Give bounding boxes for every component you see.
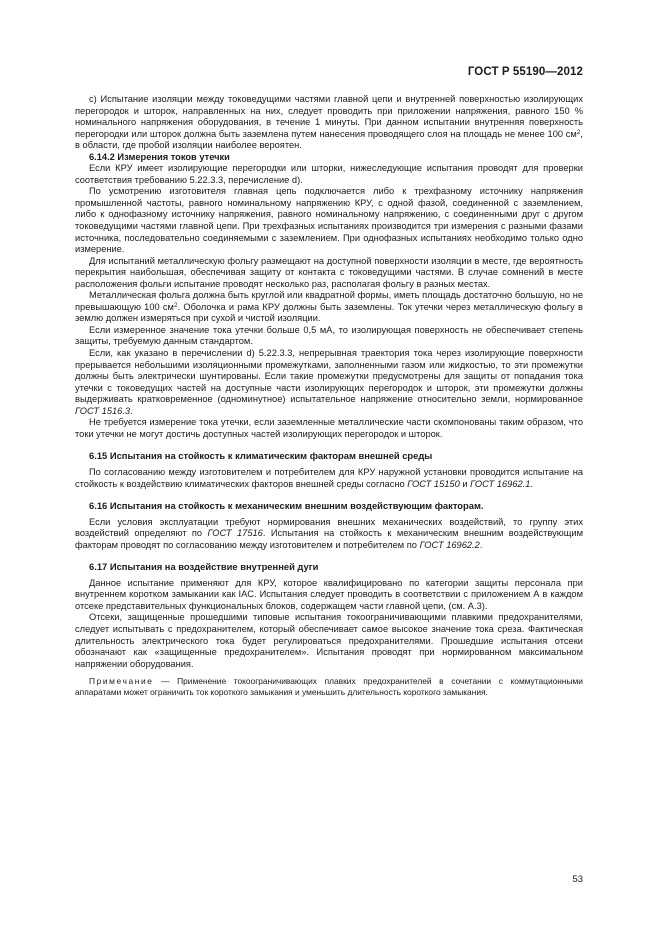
paragraph: Отсеки, защищенные прошедшими типовые испытания токоограничивающими плавкими предохранителями, следует испытывать с предохранителем, который обеспечивает самое высокое значение тока среза. Фактическая длительность электрического тока будет регулироваться предохранителями. Прошедшие испытания отсеки обозначают как «защищенные предохранителем». Испытания проводят при нормированном максимальном напряжении оборудования. xyxy=(75,612,583,669)
standard-reference: ГОСТ 16962.1 xyxy=(470,478,531,489)
paragraph: Для испытаний металлическую фольгу размещают на доступной поверхности изоляции в месте, где вероятность перекрытия наибольшая, обеспечивая защиту от контакта с токоведущими частями. В случае сомнений в месте расположения фольги испытание проводят несколько раз, располагая фольгу в разных местах. xyxy=(75,255,583,289)
paragraph: По усмотрению изготовителя главная цепь подключается либо к трехфазному источнику напряжения промышленной частоты, равного номинальному напряжению КРУ, с одной фазой, соединенной с заземлением, либо к однофазному источнику напряжения, равного номинальному напряжению, с соединенными друг с другом токоведущими частями главной цепи. При трехфазных испытаниях производится три измерения с разными фазами источника, последовательно соединяемыми с заземлением. При однофазных испытаниях необходимо только одно измерение. xyxy=(75,186,583,255)
note-label: Примечание xyxy=(89,676,154,687)
paragraph: Если КРУ имеет изолирующие перегородки или шторки, нижеследующие испытания проводят для проверки соответствия требованию 5.22.3.3, перечисление d). xyxy=(75,163,583,185)
standard-reference: ГОСТ 1516.3 xyxy=(75,405,131,416)
paragraph: Если, как указано в перечислении d) 5.22.3.3, непрерывная траектория тока через изолирующие поверхности прерывается небольшими изоляционными промежутками, заполненными газом или жидкостью, то эти промежутки должны быть электрически шунтированы. Если такие промежутки предусмотрены для защиты от попадания тока утечки с токоведущих частей на доступные части изолирующих перегородок и шторок, эти промежутки должны выдерживать кратковременное (одноминутное) испытательное напряжение относительно земли, нормированное ГОСТ 1516.3. xyxy=(75,348,583,416)
note-text: — Применение токоограничивающих плавких предохранителей в сочетании с коммутационными аппаратами может ограничить ток короткого замыкания и уменьшить длительность короткого замыкания. xyxy=(75,676,583,697)
note xyxy=(75,676,583,697)
section-heading-6-15: 6.15 Испытания на стойкость к климатическим факторам внешней среды xyxy=(89,450,433,462)
paragraph: Данное испытание применяют для КРУ, которое квалифицировано по категории защиты персонала при внутреннем коротком замыкании как IAC. Испытания следует проводить в соответствии с приложением А в каждом отсеке представительных функциональных блоков, содержащем части главной цепи, (см. А.3). xyxy=(75,577,583,611)
page-number: 53 xyxy=(572,874,583,885)
paragraph: Металлическая фольга должна быть круглой или квадратной формы, иметь площадь достаточно большую, но не превышающую 100 $см^2$. Оболочка и рама КРУ должны быть заземлены. Ток утечки через металлическую фольгу в землю должен измеряться при сухой и чистой изоляции. xyxy=(75,290,583,324)
page-body xyxy=(75,94,583,697)
paragraph: По согласованию между изготовителем и потребителем для КРУ наружной установки проводится испытание на стойкость к воздействию климатических факторов внешней среды согласно ГОСТ 15150 и ГОСТ 16962.1. xyxy=(75,466,583,489)
standard-reference: ГОСТ 15150 xyxy=(407,478,460,489)
paragraph: Если условия эксплуатации требуют нормирования внешних механических воздействий, то группу этих воздействий определяют по ГОСТ 17516. Испытания на стойкость к механическим внешним воздействующим факторам проводят по согласованию между изготовителем и потребителем по ГОСТ 16962.2. xyxy=(75,516,584,550)
standard-reference: ГОСТ 16962.2 xyxy=(419,539,480,550)
paragraph: Не требуется измерение тока утечки, если заземленные металлические части скомпонованы таким образом, что токи утечки не могут достичь доступных частей изолирующих перегородок и шторок. xyxy=(75,417,583,439)
subsection-heading-6-14-2: 6.14.2 Измерения токов утечки xyxy=(89,151,230,162)
section-heading-6-17: 6.17 Испытания на воздействие внутренней дуги xyxy=(89,561,319,573)
paragraph: Если измеренное значение тока утечки больше 0,5 мА, то изолирующая поверхность не обеспечивает степень защиты, требуемую данным стандартом. xyxy=(75,324,583,347)
document-code-header: ГОСТ Р 55190—2012 xyxy=(467,66,583,78)
section-heading-6-16: 6.16 Испытания на стойкость к механическим внешним воздействующим факторам. xyxy=(89,500,484,512)
standard-reference: ГОСТ 17516 xyxy=(207,528,263,539)
paragraph-c: c) Испытание изоляции между токоведущими частями главной цепи и внутренней поверхностью изолирующих перегородок и шторок, направленных на них, следует проводить при приложении напряжения, равного 150 % номинального напряжения оборудования, в течение 1 минуты. При данном испытании внутренняя поверхность перегородки или шторок должна быть заземлена путем нанесения проводящего слоя на площадь не менее 100 $см^2$, в области, где пробой изоляции наиболее вероятен. xyxy=(75,94,583,151)
